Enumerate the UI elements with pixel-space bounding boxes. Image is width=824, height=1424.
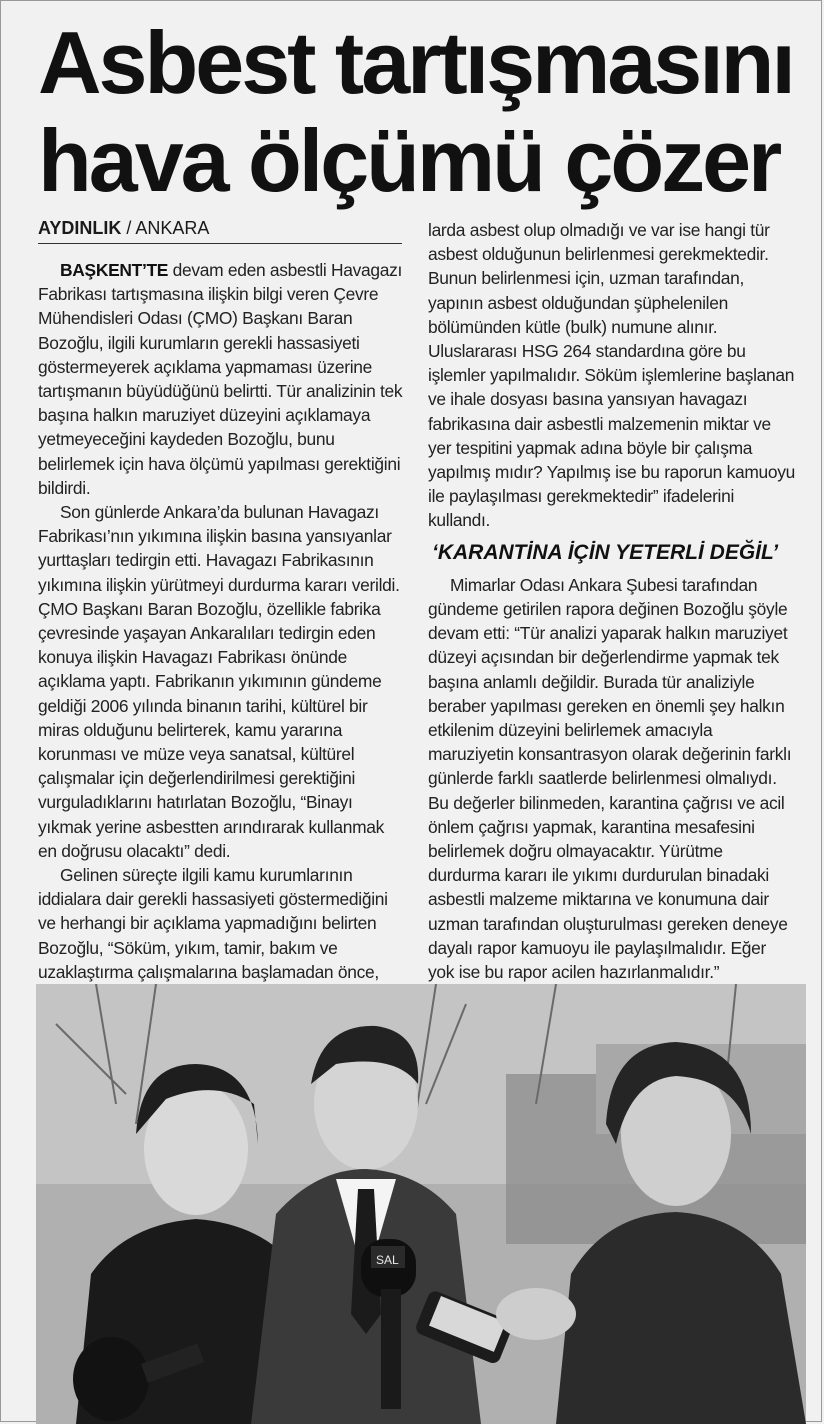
lead-word: BAŞKENT’TE (60, 260, 169, 280)
article-paragraph-3: Gelinen süreçte ilgili kamu kurumlarının iddialara dair gerekli hassasiyeti göstermediğini ve herhangi bir açıklama yapmadığını belirten Bozoğlu, “Söküm, yıkım, tamir, bakım ve uzaklaştırma çalışmalarına başlamadan önce, (38, 865, 388, 982)
headline-line-1: Asbest tartışmasını (38, 13, 793, 112)
press-statement-photo (36, 984, 806, 1424)
article-paragraph-3-continued: larda asbest olup olmadığı ve var ise hangi tür asbest olduğunun belirlenmesi gerekmektedir. Bunun belirlenmesi için, uzman tarafından, yapının asbest olduğundan şüphelenilen bölümünden kütle (bulk) numune alınır. Uluslararası HSG 264 standardına göre bu işlemler yapılmalıdır. Söküm işlemlerine başlanan ve ihale dosyası basına yansıyan havagazı fabrikasına dair asbestli malzemenin miktar ve yer tespitini yapmak adına böyle bir çalışma yapılmış mıdır? Yapılmış ise bu raporun kamuoyu ile paylaşılması gerekmektedir” ifadelerini kullandı. (428, 220, 796, 531)
paragraph-1-text: devam eden asbestli Havagazı Fabrikası tartışmasına ilişkin bilgi veren Çevre Mühendisleri Odası (ÇMO) Başkanı Baran Bozoğlu, ilgili kurumların gerekli hassasiyeti göstermeyerek açıklama yapmaması üzerine tartışmanın büyüdüğünü belirtti. Tür analizinin tek başına halkın maruziyet düzeyini açıklamaya yetmeyeceğini kaydeden Bozoğlu, bunu belirlemek için hava ölçümü yapılması gerektiğini bildirdi. (38, 260, 403, 498)
headline-line-2: hava ölçümü çözer (38, 111, 780, 210)
article-paragraph-2: Son günlerde Ankara’da bulunan Havagazı Fabrikası’nın yıkımına ilişkin basına yansıyanlar yurttaşları tedirgin etti. Havagazı Fabrikasının yıkımına ilişkin yürütmeyi durdurma kararı verildi. ÇMO Başkanı Baran Bozoğlu, özellikle fabrika çevresinde yaşayan Ankaralıları tedirgin eden konuya ilişkin Havagazı Fabrikası önünde açıklama yaptı. Fabrikanın yıkımının gündeme geldiği 2006 yılında binanın tarihi, kültürel bir miras olduğunu belirterek, kamu yararına korunması ve müze veya sanatsal, kültürel çalışmalar için değerlendirilmesi gerektiğini vurguladıklarını hatırlatan Bozoğlu, “Binayı yıkmak yerine asbestten arındırarak kullanmak en doğrusu olacaktı” dedi. (38, 502, 400, 861)
subheading: ‘KARANTİNA İÇİN YETERLİ DEĞİL’ (432, 540, 779, 564)
news-photo (36, 984, 806, 1424)
byline-source: AYDINLIK (38, 218, 122, 238)
article-paragraph-1 (38, 258, 404, 500)
mic-label: SAL (376, 1253, 399, 1267)
article-column-1 (38, 258, 404, 1008)
article-column-2 (428, 218, 796, 984)
article-paragraph-4: Mimarlar Odası Ankara Şubesi tarafından gündeme getirilen rapora değinen Bozoğlu şöyle devam etti: “Tür analizi yaparak halkın maruziyet düzeyi açısından bir değerlendirme yapmak tek başına anlamlı değildir. Burada tür analiziyle beraber yapılması gereken en önemli şey halkın etkilenim düzeyini belirlemek amacıyla maruziyetin konsantrasyon olarak değerinin farklı günlerde farklı saatlerde belirlenmesi olmalıydı. Bu değerler bilinmeden, karantina çağrısı ve acil önlem çağrısı yapmak, karantina mesafesini belirlemek doğru olmayacaktır. Yürütme durdurma kararı ile yıkımı durdurulan binadaki asbestli malzeme miktarına ve konumuna dair uzman tarafından oluşturulması gereken deneye dayalı rapor kamuoyu ile paylaşılmalıdır. Eğer yok ise bu rapor acilen hazırlanmalıdır.” (428, 574, 792, 983)
headline (38, 14, 808, 210)
byline-location: / ANKARA (126, 218, 210, 238)
byline (38, 218, 402, 244)
